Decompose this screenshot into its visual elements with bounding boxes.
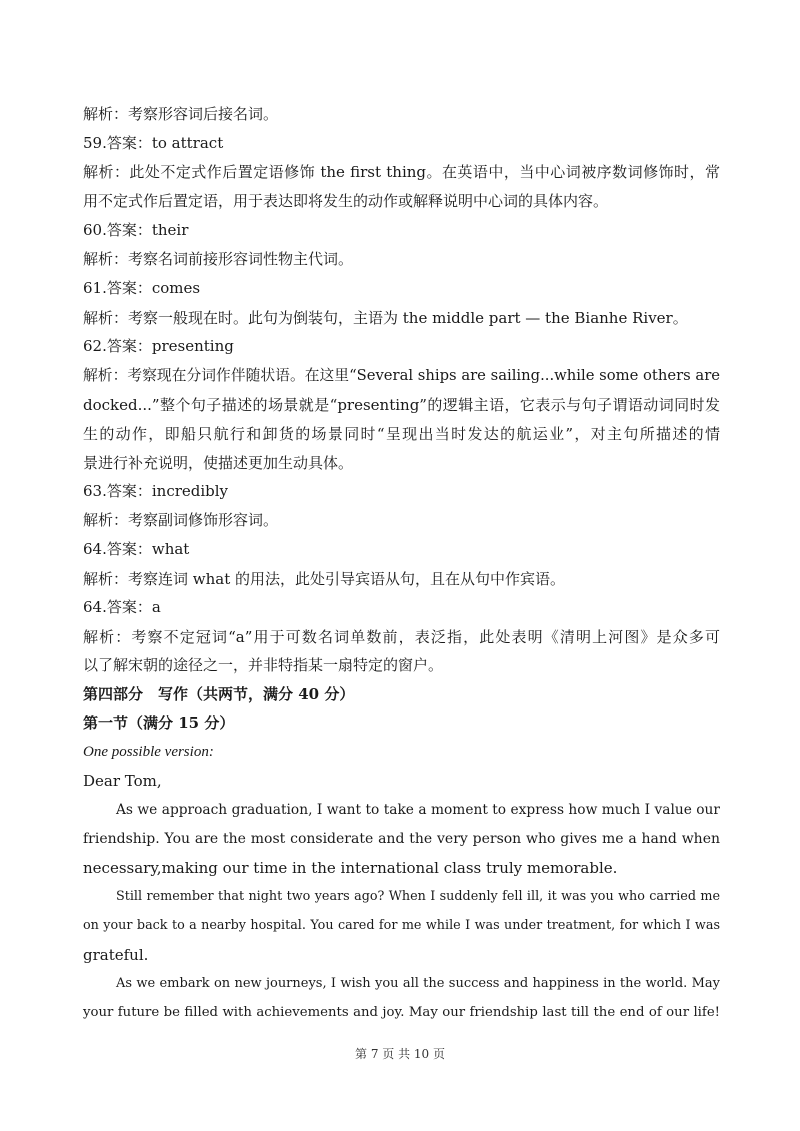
analysis-62-line2: docked...”整个句子描述的场景就是“presenting”的逻辑主语，它表示与句子谓语动词同时发 [83, 396, 720, 414]
analysis-63: 解析：考察副词修饰形容词。 [83, 511, 279, 529]
letter-salutation: Dear Tom, [83, 772, 162, 790]
letter-para1-line3: necessary,making our time in the international class truly memorable. [83, 859, 618, 877]
section-heading-part4: 第四部分 写作（共两节，满分 40 分） [83, 685, 355, 703]
page-footer: 第 7 页 共 10 页 [355, 1047, 445, 1061]
letter-para1-line1: As we approach graduation, I want to take a moment to express how much I value our [116, 802, 720, 818]
letter-para3-line2: your future be filled with achievements and joy. May our friendship last till the end of our life! [83, 1005, 720, 1020]
answer-60: 60.答案：their [83, 221, 189, 239]
analysis-62-line3: 生的动作，即船只航行和卸货的场景同时“呈现出当时发达的航运业”，对主句所描述的情 [83, 425, 720, 443]
answer-59: 59.答案：to attract [83, 134, 224, 152]
analysis-64b-line2: 以了解宋朝的途径之一，并非特指某一扇特定的窗户。 [83, 656, 444, 674]
letter-para2-line1: Still remember that night two years ago? When I suddenly fell ill, it was you who carried me [116, 889, 720, 904]
analysis-59-line1: 解析：此处不定式作后置定语修饰 the first thing。在英语中，当中心词被序数词修饰时，常 [83, 163, 720, 181]
analysis-61: 解析：考察一般现在时。此句为倒装句，主语为 the middle part — the Bianhe River。 [83, 309, 688, 327]
answer-62: 62.答案：presenting [83, 337, 234, 355]
analysis-64b-line1: 解析：考察不定冠词“a”用于可数名词单数前，表泛指，此处表明《清明上河图》是众多可 [83, 628, 720, 646]
answer-64b: 64.答案：a [83, 598, 161, 616]
answer-63: 63.答案：incredibly [83, 482, 229, 500]
possible-version-label: One possible version: [83, 744, 214, 760]
answer-61: 61.答案：comes [83, 279, 201, 297]
analysis-62-line4: 景进行补充说明，使描述更加生动具体。 [83, 454, 354, 472]
analysis-58: 解析：考察形容词后接名词。 [83, 105, 279, 123]
letter-para3-line1: As we embark on new journeys, I wish you all the success and happiness in the world. May [116, 976, 720, 991]
analysis-62-line1: 解析：考察现在分词作伴随状语。在这里“Several ships are sailing...while some others are [83, 367, 720, 384]
analysis-60: 解析：考察名词前接形容词性物主代词。 [83, 250, 354, 268]
section-heading-section1: 第一节（满分 15 分） [83, 714, 235, 732]
letter-para2-line3: grateful. [83, 946, 149, 964]
letter-para1-line2: friendship. You are the most considerate and the very person who gives me a hand when [83, 831, 720, 847]
analysis-59-line2: 用不定式作后置定语，用于表达即将发生的动作或解释说明中心词的具体内容。 [83, 192, 609, 210]
letter-para2-line2: on your back to a nearby hospital. You cared for me while I was under treatment, for which I was [83, 918, 720, 933]
analysis-64: 解析：考察连词 what 的用法，此处引导宾语从句，且在从句中作宾语。 [83, 570, 566, 588]
answer-64: 64.答案：what [83, 540, 190, 558]
